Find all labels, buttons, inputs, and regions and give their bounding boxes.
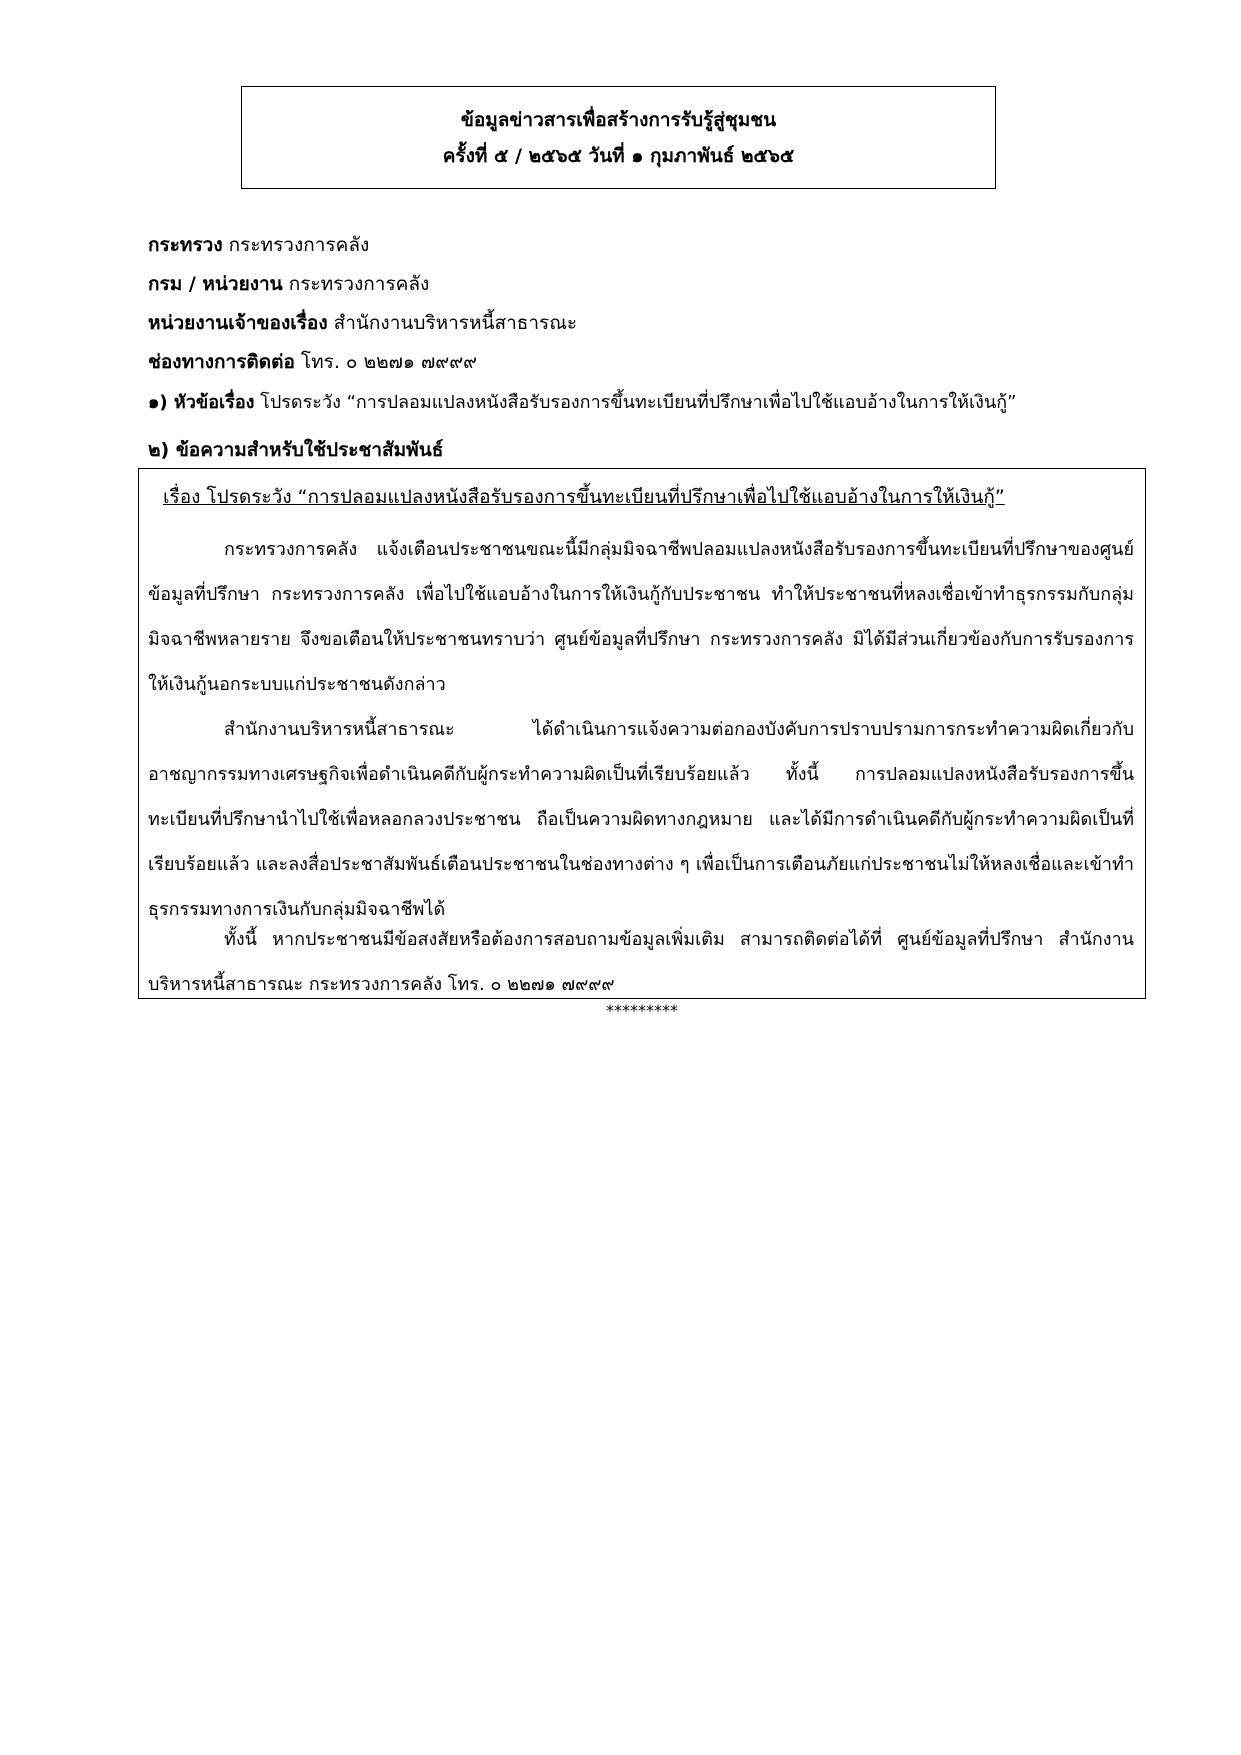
ministry-label: กระทรวง <box>148 234 223 256</box>
contact-label: ช่องทางการติดต่อ <box>148 351 295 373</box>
owner-label: หน่วยงานเจ้าของเรื่อง <box>148 312 328 334</box>
ministry-value: กระทรวงการคลัง <box>228 234 370 256</box>
ministry-line <box>148 231 369 259</box>
document-title: ข้อมูลข่าวสารเพื่อสร้างการรับรู้สู่ชุมชน <box>460 108 777 131</box>
owner-value: สำนักงานบริหารหนี้สาธารณะ <box>333 312 578 334</box>
department-label: กรม / หน่วยงาน <box>148 273 283 295</box>
document-header-box <box>241 86 996 189</box>
department-value: กระทรวงการคลัง <box>288 273 430 295</box>
contact-value: โทร. ๐ ๒๒๗๑ ๗๙๙๙ <box>300 351 478 373</box>
pr-section-title: ๒) ข้อความสำหรับใช้ประชาสัมพันธ์ <box>148 439 444 461</box>
end-separator: ********* <box>606 1001 678 1020</box>
issue-number-date: ครั้งที่ ๕ / ๒๕๖๕ วันที่ ๑ กุมภาพันธ์ ๒๕๖๕ <box>442 144 795 167</box>
owner-line <box>148 309 577 337</box>
topic-value: โปรดระวัง “การปลอมแปลงหนังสือรับรองการขึ้นทะเบียนที่ปรึกษาเพื่อไปใช้แอบอ้างในการให้เงินกู้” <box>260 392 1017 413</box>
pr-subject: เรื่อง โปรดระวัง “การปลอมแปลงหนังสือรับรองการขึ้นทะเบียนที่ปรึกษาเพื่อไปใช้แอบอ้างในการให้เงินกู้” <box>163 486 1005 508</box>
department-line <box>148 270 429 298</box>
pr-message-box <box>138 468 1146 999</box>
pr-paragraph: ทั้งนี้ หากประชาชนมีข้อสงสัยหรือต้องการสอบถามข้อมูลเพิ่มเติม สามารถติดต่อได้ที่ ศูนย์ข้อมูลที่ปรึกษา สำนักงานบริหารหนี้สาธารณะ กระทรวงการคลัง โทร. ๐ ๒๒๗๑ ๗๙๙๙ <box>148 929 1134 995</box>
contact-line <box>148 348 477 376</box>
topic-label: ๑) หัวข้อเรื่อง <box>148 392 255 413</box>
pr-paragraph: กระทรวงการคลัง แจ้งเตือนประชาชนขณะนี้มีกลุ่มมิจฉาชีพปลอมแปลงหนังสือรับรองการขึ้นทะเบียนที่ปรึกษาของศูนย์ข้อมูลที่ปรึกษา กระทรวงการคลัง เพื่อไปใช้แอบอ้างในการให้เงินกู้กับประชาชน ทำให้ประชาชนที่หลงเชื่อเข้าทำธุรกรรมกับกลุ่มมิจฉาชีพหลายราย จึงขอเตือนให้ประชาชนทราบว่า ศูนย์ข้อมูลที่ปรึกษา กระทรวงการคลัง มิได้มีส่วนเกี่ยวข้องกับการรับรองการให้เงินกู้นอกระบบแก่ประชาชนดังกล่าว <box>148 539 1134 695</box>
pr-paragraph: สำนักงานบริหารหนี้สาธารณะ ได้ดำเนินการแจ้งความต่อกองบังคับการปราบปรามการกระทำความผิดเกี่ยวกับอาชญากรรมทางเศรษฐกิจเพื่อดำเนินคดีกับผู้กระทำความผิดเป็นที่เรียบร้อยแล้ว ทั้งนี้ การปลอมแปลงหนังสือรับรองการขึ้นทะเบียนที่ปรึกษานำไปใช้เพื่อหลอกลวงประชาชน ถือเป็นความผิดทางกฎหมาย และได้มีการดำเนินคดีกับผู้กระทำความผิดเป็นที่เรียบร้อยแล้ว และลงสื่อประชาสัมพันธ์เตือนประชาชนในช่องทางต่าง ๆ เพื่อเป็นการเตือนภัยแก่ประชาชนไม่ให้หลงเชื่อและเข้าทำธุรกรรมทางการเงินกับกลุ่มมิจฉาชีพได้ <box>148 719 1134 920</box>
topic-line <box>148 389 1017 417</box>
